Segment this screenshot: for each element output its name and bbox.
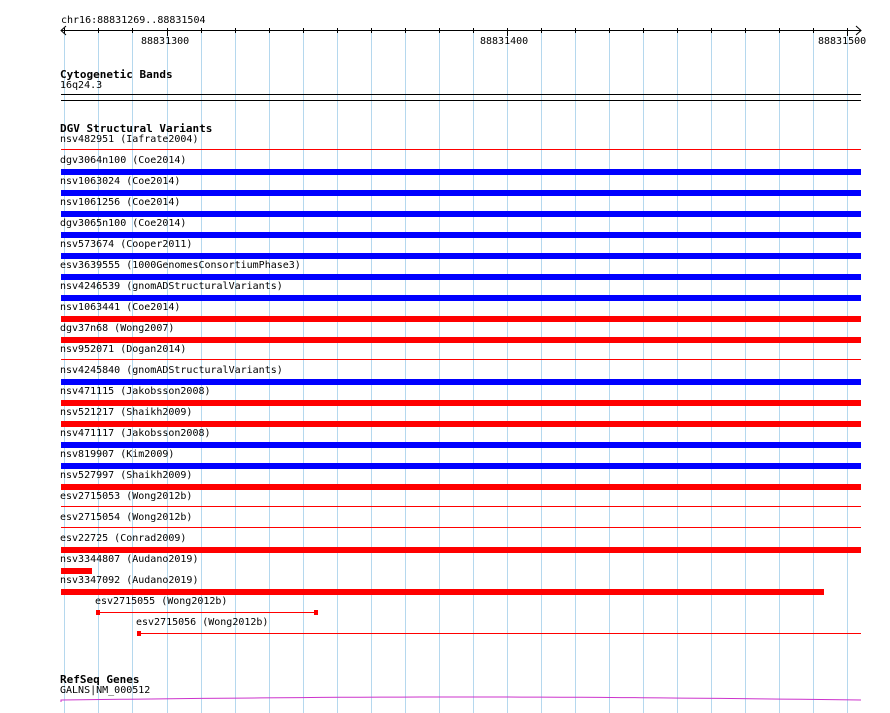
- dgv-feature-label[interactable]: nsv3347092 (Audano2019): [60, 575, 199, 586]
- dgv-feature-label[interactable]: nsv819907 (Kim2009): [60, 449, 175, 460]
- dgv-feature-bar[interactable]: [61, 547, 861, 553]
- dgv-feature-bar[interactable]: [61, 463, 861, 469]
- dgv-feature-label[interactable]: nsv4245840 (gnomADStructuralVariants): [60, 365, 283, 376]
- dgv-track-title: DGV Structural Variants: [60, 122, 213, 135]
- dgv-feature-label[interactable]: nsv4246539 (gnomADStructuralVariants): [60, 281, 283, 292]
- dgv-feature-bar[interactable]: [61, 253, 861, 259]
- dgv-feature-bar[interactable]: [61, 316, 861, 322]
- dgv-feature-bar[interactable]: [61, 169, 861, 175]
- dgv-feature-line[interactable]: [61, 527, 861, 528]
- dgv-feature-bar[interactable]: [61, 232, 861, 238]
- cytoband-label: 16q24.3: [60, 80, 103, 91]
- dgv-feature-label[interactable]: dgv37n68 (Wong2007): [60, 323, 175, 334]
- dgv-feature-line[interactable]: [98, 612, 316, 613]
- dgv-feature-bar[interactable]: [61, 400, 861, 406]
- dgv-feature-bar[interactable]: [61, 421, 861, 427]
- dgv-feature-label[interactable]: esv2715056 (Wong2012b): [136, 617, 269, 628]
- ruler-tick-label: 88831500: [818, 36, 867, 47]
- ruler-tick-label: 88831400: [480, 36, 529, 47]
- dgv-feature-bar[interactable]: [61, 442, 861, 448]
- dgv-feature-bar[interactable]: [61, 211, 861, 217]
- dgv-feature-label[interactable]: nsv952071 (Dogan2014): [60, 344, 187, 355]
- dgv-feature-label[interactable]: nsv573674 (Cooper2011): [60, 239, 193, 250]
- dgv-feature-label[interactable]: nsv471117 (Jakobsson2008): [60, 428, 211, 439]
- dgv-feature-label[interactable]: esv2715053 (Wong2012b): [60, 491, 193, 502]
- dgv-feature-label[interactable]: nsv3344807 (Audano2019): [60, 554, 199, 565]
- dgv-feature-endcap[interactable]: [314, 610, 318, 615]
- dgv-feature-line[interactable]: [61, 506, 861, 507]
- ruler-tick-label: 88831300: [141, 36, 190, 47]
- dgv-feature-endcap[interactable]: [137, 631, 141, 636]
- dgv-feature-bar[interactable]: [61, 484, 861, 490]
- dgv-feature-label[interactable]: esv2715054 (Wong2012b): [60, 512, 193, 523]
- dgv-feature-line[interactable]: [61, 149, 861, 150]
- ruler-location-label: chr16:88831269..88831504: [61, 15, 206, 26]
- dgv-feature-bar[interactable]: [61, 295, 861, 301]
- dgv-feature-label[interactable]: dgv3065n100 (Coe2014): [60, 218, 187, 229]
- dgv-feature-label[interactable]: nsv521217 (Shaikh2009): [60, 407, 193, 418]
- dgv-feature-label[interactable]: nsv1061256 (Coe2014): [60, 197, 181, 208]
- dgv-feature-label[interactable]: esv3639555 (1000GenomesConsortiumPhase3): [60, 260, 301, 271]
- dgv-feature-label[interactable]: nsv1063024 (Coe2014): [60, 176, 181, 187]
- dgv-feature-label[interactable]: nsv527997 (Shaikh2009): [60, 470, 193, 481]
- dgv-feature-label[interactable]: dgv3064n100 (Coe2014): [60, 155, 187, 166]
- dgv-feature-bar[interactable]: [61, 589, 824, 595]
- refseq-track-title: RefSeq Genes: [60, 673, 140, 686]
- dgv-feature-bar[interactable]: [61, 337, 861, 343]
- dgv-feature-line[interactable]: [61, 359, 861, 360]
- refseq-gene-line: [61, 697, 861, 702]
- dgv-feature-label[interactable]: nsv471115 (Jakobsson2008): [60, 386, 211, 397]
- dgv-feature-bar[interactable]: [61, 190, 861, 196]
- dgv-feature-label[interactable]: esv22725 (Conrad2009): [60, 533, 187, 544]
- dgv-feature-label[interactable]: esv2715055 (Wong2012b): [95, 596, 228, 607]
- dgv-feature-endcap[interactable]: [96, 610, 100, 615]
- refseq-gene-label[interactable]: GALNS|NM_000512: [60, 685, 151, 696]
- dgv-feature-label[interactable]: nsv1063441 (Coe2014): [60, 302, 181, 313]
- dgv-feature-bar[interactable]: [61, 274, 861, 280]
- cytoband-track-title: Cytogenetic Bands: [60, 68, 173, 81]
- dgv-feature-bar[interactable]: [61, 379, 861, 385]
- dgv-feature-bar[interactable]: [61, 568, 92, 574]
- dgv-feature-label[interactable]: nsv482951 (Iafrate2004): [60, 134, 199, 145]
- dgv-feature-line[interactable]: [139, 633, 861, 634]
